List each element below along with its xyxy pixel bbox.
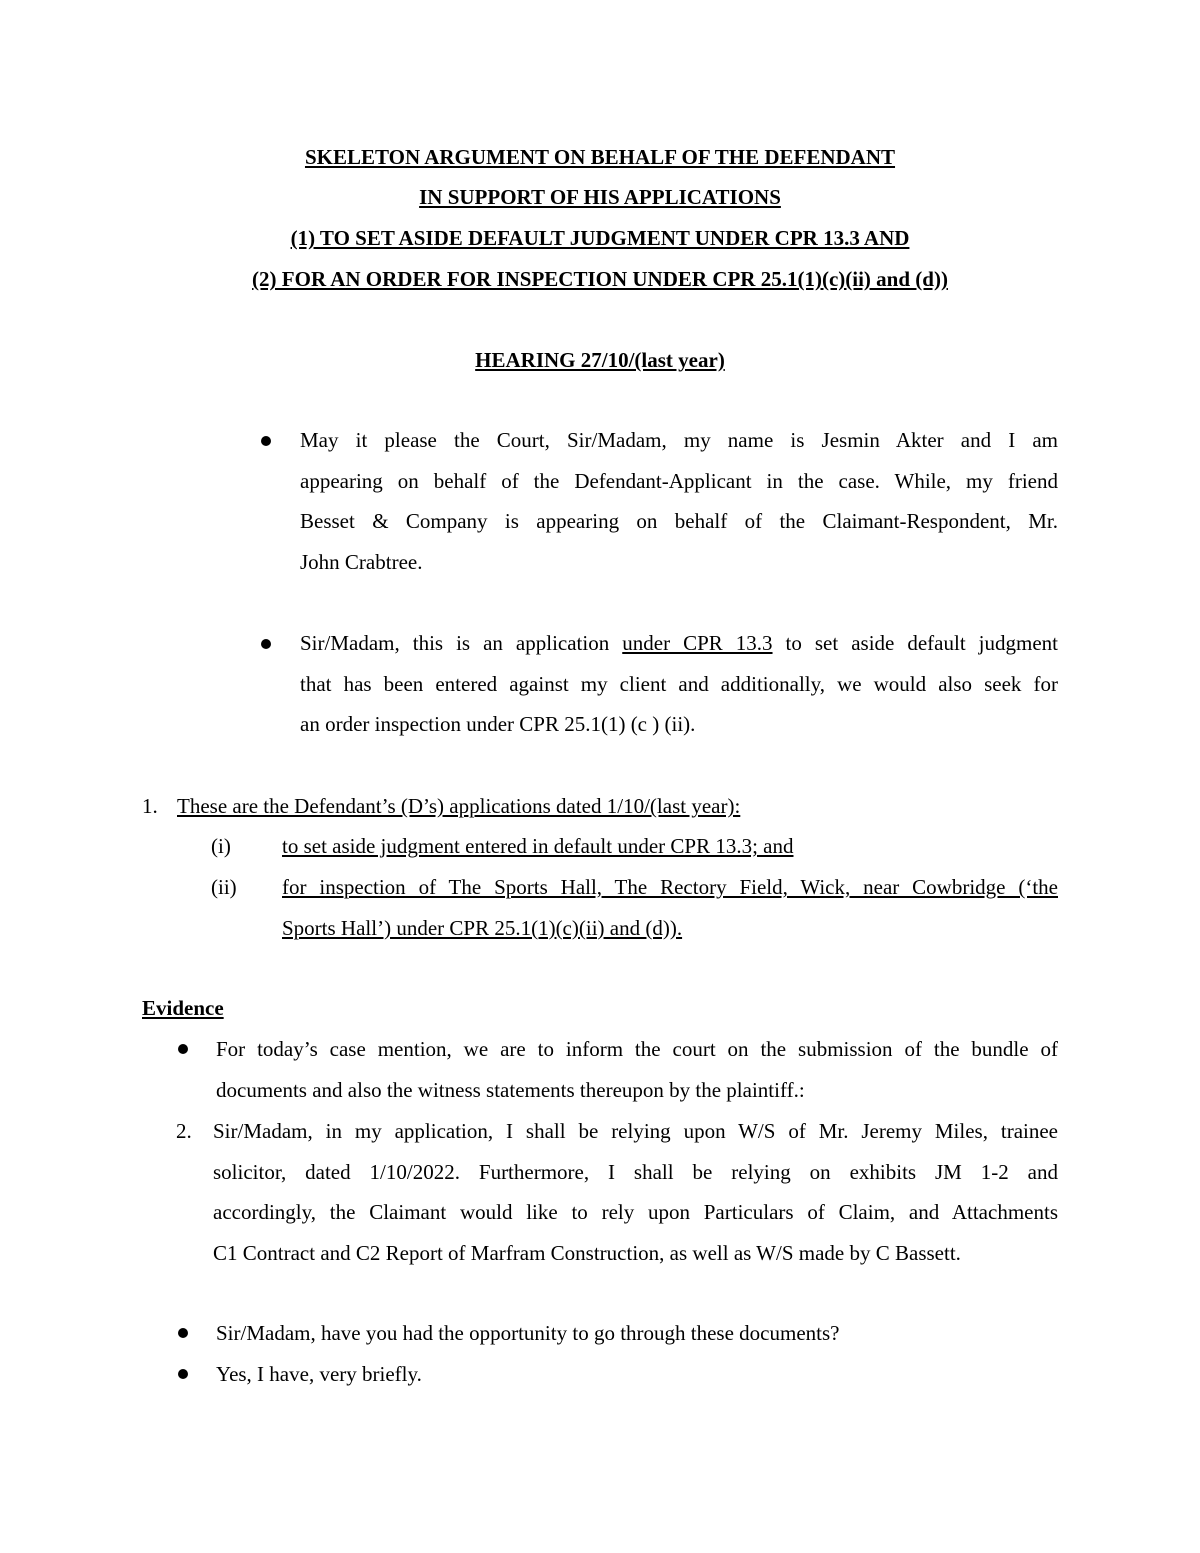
point-2-line-4: C1 Contract and C2 Report of Marfram Construction, as well as W/S made by C Bassett. bbox=[213, 1240, 961, 1265]
application-marker-ii: (ii) bbox=[211, 875, 237, 899]
evidence-question: Sir/Madam, have you had the opportunity to go through these documents? bbox=[216, 1321, 840, 1345]
point-2-line-1: Sir/Madam, in my application, I shall be relying upon W/S of Mr. Jeremy Miles, trainee bbox=[213, 1119, 1058, 1143]
applications-number: 1. bbox=[142, 794, 158, 818]
title-line-4: (2) FOR AN ORDER FOR INSPECTION UNDER CPR 25.1(1)(c)(ii) and (d)) bbox=[252, 267, 948, 291]
title-line-2: IN SUPPORT OF HIS APPLICATIONS bbox=[419, 185, 781, 209]
intro-1-line-1: May it please the Court, Sir/Madam, my name is Jesmin Akter and I am bbox=[300, 428, 1058, 452]
application-item-ii bbox=[282, 867, 1058, 948]
bullet-icon bbox=[178, 1328, 188, 1338]
application-item-i: to set aside judgment entered in default under CPR 13.3; and bbox=[282, 834, 794, 858]
hearing-date: HEARING 27/10/(last year) bbox=[475, 348, 725, 372]
intro-1-line-2: appearing on behalf of the Defendant-Applicant in the case. While, my friend bbox=[300, 468, 1058, 493]
intro-2-line-2: that has been entered against my client and additionally, we would also seek for bbox=[300, 671, 1058, 696]
intro-1-line-3: Besset & Company is appearing on behalf of the Claimant-Respondent, Mr. bbox=[300, 509, 1058, 533]
intro-paragraph-1 bbox=[300, 420, 1058, 582]
point-2-number: 2. bbox=[176, 1119, 192, 1143]
bullet-icon bbox=[261, 639, 271, 649]
point-2-line-2: solicitor, dated 1/10/2022. Furthermore, I shall be relying on exhibits JM 1-2 and bbox=[213, 1159, 1058, 1184]
bullet-icon bbox=[178, 1369, 188, 1379]
intro-2-text-b: to set aside default judgment bbox=[772, 631, 1058, 655]
application-marker-i: (i) bbox=[211, 834, 231, 858]
intro-2-line-1 bbox=[300, 623, 1058, 664]
bullet-icon bbox=[178, 1044, 188, 1054]
point-2-line-3: accordingly, the Claimant would like to rely upon Particulars of Claim, and Attachments bbox=[213, 1200, 1058, 1224]
intro-2-line-3: an order inspection under CPR 25.1(1) (c ) (ii). bbox=[300, 712, 696, 736]
intro-1-line-4: John Crabtree. bbox=[300, 549, 423, 574]
title-line-3: (1) TO SET ASIDE DEFAULT JUDGMENT UNDER CPR 13.3 AND bbox=[290, 226, 910, 250]
evidence-point-2 bbox=[213, 1111, 1058, 1273]
evidence-heading: Evidence bbox=[142, 996, 224, 1020]
application-item-ii-line-1: for inspection of The Sports Hall, The Rectory Field, Wick, near Cowbridge (‘the bbox=[282, 875, 1058, 899]
evidence-answer: Yes, I have, very briefly. bbox=[216, 1362, 422, 1386]
evidence-bullet-1-line-2: documents and also the witness statements thereupon by the plaintiff.: bbox=[216, 1077, 805, 1102]
bullet-icon bbox=[261, 436, 271, 446]
intro-paragraph-2 bbox=[300, 623, 1058, 745]
intro-2-text-a: Sir/Madam, this is an application bbox=[300, 631, 623, 655]
evidence-bullet-1 bbox=[216, 1029, 1058, 1110]
cpr-13-3-reference: under CPR 13.3 bbox=[622, 631, 773, 655]
applications-intro: These are the Defendant’s (D’s) applications dated 1/10/(last year): bbox=[177, 794, 741, 818]
application-item-ii-line-2: Sports Hall’) under CPR 25.1(1)(c)(ii) and (d)). bbox=[282, 915, 683, 940]
title-line-1: SKELETON ARGUMENT ON BEHALF OF THE DEFENDANT bbox=[304, 145, 896, 169]
evidence-bullet-1-line-1: For today’s case mention, we are to inform the court on the submission of the bundle of bbox=[216, 1037, 1058, 1061]
